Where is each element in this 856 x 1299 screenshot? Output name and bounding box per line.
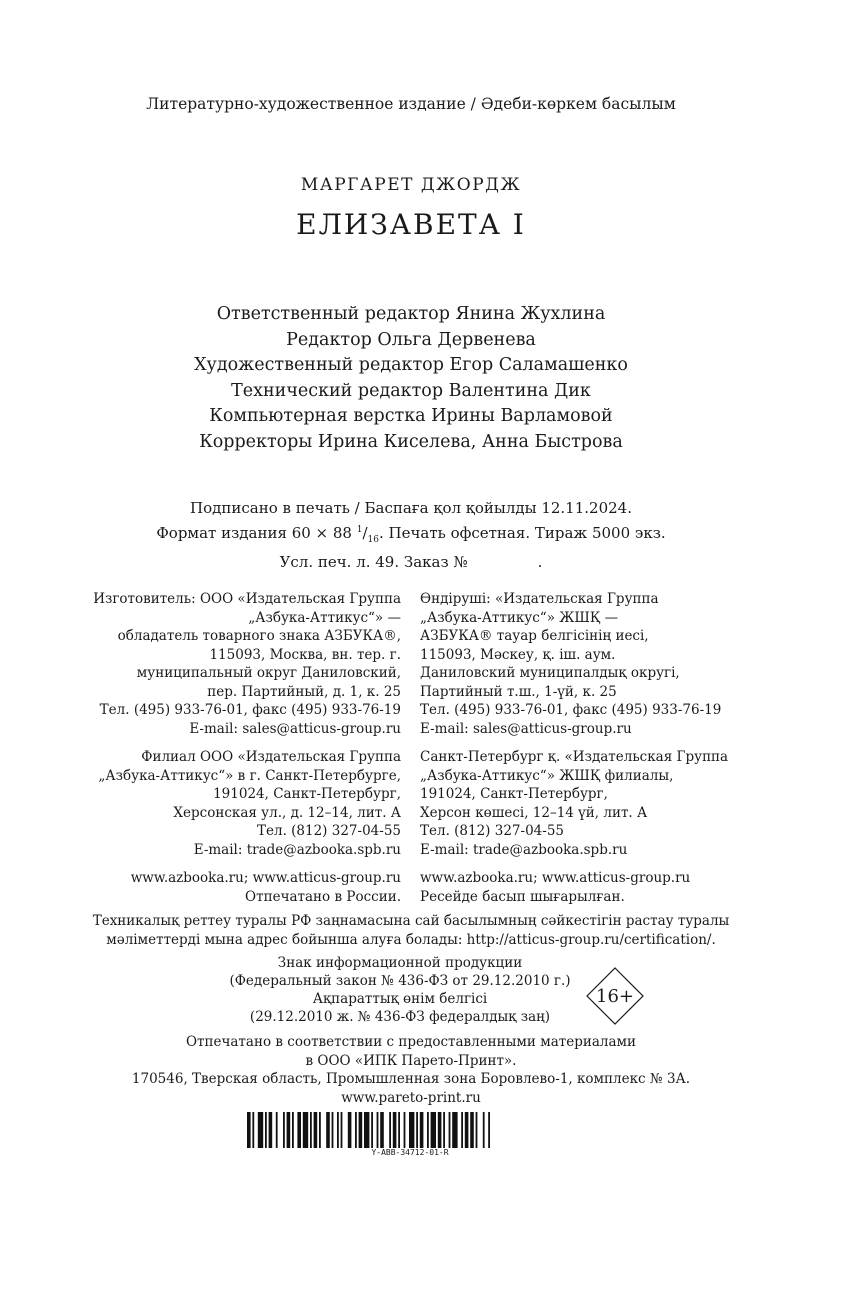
barcode-bar xyxy=(431,1112,436,1148)
line: Санкт-Петербург қ. «Издательская Группа xyxy=(420,749,729,765)
barcode-bar xyxy=(420,1112,424,1148)
format-frac-den: 16 xyxy=(367,535,379,545)
line: E-mail: trade@azbooka.spb.ru xyxy=(193,841,401,858)
age-rating-text: 16+ xyxy=(596,986,634,1007)
line: Тел. (812) 327-04-55 xyxy=(257,823,401,839)
barcode-bar xyxy=(314,1112,318,1148)
barcode-bar xyxy=(310,1112,312,1148)
author-name: МАРГАРЕТ ДЖОРДЖ xyxy=(300,175,522,195)
manufacturer-ru xyxy=(93,590,401,738)
print-info xyxy=(0,497,822,573)
barcode-bar xyxy=(283,1112,285,1148)
format-suffix: . Печать офсетная. Тираж 5000 экз. xyxy=(378,524,666,542)
barcode-bar xyxy=(337,1112,339,1148)
line: Херсонская ул., д. 12–14, лит. А xyxy=(173,804,401,821)
line: (29.12.2010 ж. № 436-ФЗ федералдық заң) xyxy=(249,1009,551,1025)
line: E-mail: sales@atticus-group.ru xyxy=(420,720,632,737)
line: www.azbooka.ru; www.atticus-group.ru xyxy=(420,870,691,886)
barcode-bar xyxy=(252,1112,254,1148)
barcode-bar xyxy=(332,1112,334,1148)
barcode-bar xyxy=(297,1112,301,1148)
column-kz xyxy=(420,590,728,916)
barcode-bar xyxy=(427,1112,429,1148)
age-rating-badge xyxy=(585,966,645,1026)
barcode-bar xyxy=(319,1112,321,1148)
format-prefix: Формат издания 60 × 88 xyxy=(156,524,357,542)
book-title: ЕЛИЗАВЕТА I xyxy=(296,208,526,241)
web-kz xyxy=(420,869,728,906)
barcode-bar xyxy=(355,1112,357,1148)
barcode-bar xyxy=(258,1112,263,1148)
line: Изготовитель: ООО «Издательская Группа xyxy=(93,591,401,607)
barcode-bar xyxy=(470,1112,474,1148)
barcode-bar xyxy=(404,1112,406,1148)
barcode-bar xyxy=(380,1112,384,1148)
line: обладатель товарного знака АЗБУКА®, xyxy=(117,628,401,644)
barcode-bar xyxy=(488,1112,490,1148)
barcode-bar xyxy=(348,1112,352,1148)
line: Филиал ООО «Издательская Группа xyxy=(141,749,401,765)
barcode-bar xyxy=(409,1112,414,1148)
line: E-mail: trade@azbooka.spb.ru xyxy=(420,841,628,858)
sheets-text: Усл. печ. л. 49. Заказ № xyxy=(279,553,468,571)
sheets-line xyxy=(0,551,822,573)
line: www.azbooka.ru; www.atticus-group.ru xyxy=(130,870,401,886)
line: Тел. (495) 933-76-01, факс (495) 933-76-19 xyxy=(420,702,722,718)
format-frac-num: 1 xyxy=(356,525,363,535)
signed-line: Подписано в печать / Баспаға қол қойылды 12.11.2024. xyxy=(190,499,632,517)
format-line: Формат издания 60 × 88 $^1/_{16}$. Печать офсетная. Тираж 5000 экз. xyxy=(156,524,666,545)
info-mark xyxy=(0,954,800,1026)
line: 115093, Мәскеу, қ. іш. аум. xyxy=(420,646,616,663)
line: Знак информационной продукции xyxy=(277,955,523,971)
line: Отпечатано в России. xyxy=(245,888,401,905)
line: www.pareto-print.ru xyxy=(341,1089,481,1106)
line: „Азбука-Аттикус“» ЖШҚ филиалы, xyxy=(420,767,674,784)
barcode-text: Y-ABB-34712-01-R xyxy=(371,1148,449,1157)
sheets-end: . xyxy=(537,553,543,571)
credit-line: Художественный редактор Егор Саламашенко xyxy=(194,355,628,375)
printer-info xyxy=(0,1033,822,1107)
barcode-bar xyxy=(452,1112,457,1148)
barcode-bar xyxy=(292,1112,294,1148)
line: Тел. (812) 327-04-55 xyxy=(420,823,564,839)
line: (Федеральный закон № 436-ФЗ от 29.12.2010 г.) xyxy=(229,973,571,989)
line: 191024, Санкт-Петербург, xyxy=(420,786,608,802)
line: E-mail: sales@atticus-group.ru xyxy=(189,720,401,737)
barcode-bar xyxy=(438,1112,442,1148)
column-ru xyxy=(93,590,401,916)
line: Партийный т.ш., 1-үй, к. 25 xyxy=(420,683,617,700)
branch-kz xyxy=(420,748,728,859)
line: 115093, Москва, вн. тер. г. xyxy=(209,646,401,663)
barcode-bar xyxy=(476,1112,478,1148)
credit-line: Технический редактор Валентина Дик xyxy=(231,380,591,401)
barcode-bar xyxy=(461,1112,463,1148)
barcode-bar xyxy=(341,1112,343,1148)
line: 170546, Тверская область, Промышленная зона Боровлево-1, комплекс № 3А. xyxy=(131,1071,691,1087)
line: Ресейде басып шығарылған. xyxy=(420,888,625,905)
barcode-bar xyxy=(483,1112,485,1148)
barcode-bar xyxy=(443,1112,445,1148)
barcode-bar xyxy=(377,1112,379,1148)
credits-block xyxy=(0,302,822,455)
line: пер. Партийный, д. 1, к. 25 xyxy=(207,683,401,700)
barcode-bar xyxy=(326,1112,330,1148)
line: „Азбука-Аттикус“» в г. Санкт-Петербурге, xyxy=(98,767,401,784)
line: Өндіруші: «Издательская Группа xyxy=(420,591,659,607)
imprint-type: Литературно-художественное издание / Әдеби-көркем басылым xyxy=(146,95,676,113)
barcode-bar xyxy=(398,1112,400,1148)
line: Тел. (495) 933-76-01, факс (495) 933-76-19 xyxy=(99,702,401,718)
barcode-bar xyxy=(269,1112,273,1148)
barcode-bar xyxy=(247,1112,251,1148)
barcode-bar xyxy=(276,1112,278,1148)
line: в ООО «ИПК Парето-Принт». xyxy=(305,1052,517,1069)
credit-line: Компьютерная верстка Ирины Варламовой xyxy=(209,406,613,426)
line: „Азбука-Аттикус“» ЖШҚ — xyxy=(420,609,619,626)
tech-regulation xyxy=(0,912,822,949)
line: Даниловский муниципалдық округі, xyxy=(420,665,680,681)
line: АЗБУКА® тауар белгісінің иесі, xyxy=(420,628,649,644)
branch-ru xyxy=(93,748,401,859)
barcode-bar xyxy=(465,1112,469,1148)
line: Отпечатано в соответствии с предоставленными материалами xyxy=(185,1034,637,1050)
line: Техникалық реттеу туралы РФ заңнамасына сай басылымның сәйкестігін растау туралы xyxy=(92,913,730,929)
barcode-bar xyxy=(265,1112,267,1148)
credit-line: Редактор Ольга Дервенева xyxy=(286,329,536,350)
barcode-bar xyxy=(389,1112,391,1148)
barcode-bar xyxy=(393,1112,397,1148)
barcode-bar xyxy=(449,1112,451,1148)
line: мәліметтерді мына адрес бойынша алуға болады: http://atticus-group.ru/certification/. xyxy=(106,931,716,948)
line: „Азбука-Аттикус“» — xyxy=(248,609,401,626)
credit-line: Ответственный редактор Янина Жухлина xyxy=(216,304,606,324)
line: Ақпараттық өнім белгісі xyxy=(312,991,488,1007)
barcode-bar xyxy=(364,1112,369,1148)
line: 191024, Санкт-Петербург, xyxy=(213,786,401,802)
barcode-bar xyxy=(287,1112,291,1148)
line: Херсон көшесі, 12–14 үй, лит. А xyxy=(420,804,648,821)
barcode xyxy=(247,1112,573,1148)
web-ru xyxy=(93,869,401,906)
manufacturer-kz xyxy=(420,590,728,738)
barcode-bar xyxy=(303,1112,308,1148)
barcode-bar xyxy=(371,1112,373,1148)
barcode-bar xyxy=(416,1112,418,1148)
barcode-bar xyxy=(359,1112,363,1148)
line: муниципальный округ Даниловский, xyxy=(136,665,401,681)
credit-line: Корректоры Ирина Киселева, Анна Быстрова xyxy=(199,431,623,452)
